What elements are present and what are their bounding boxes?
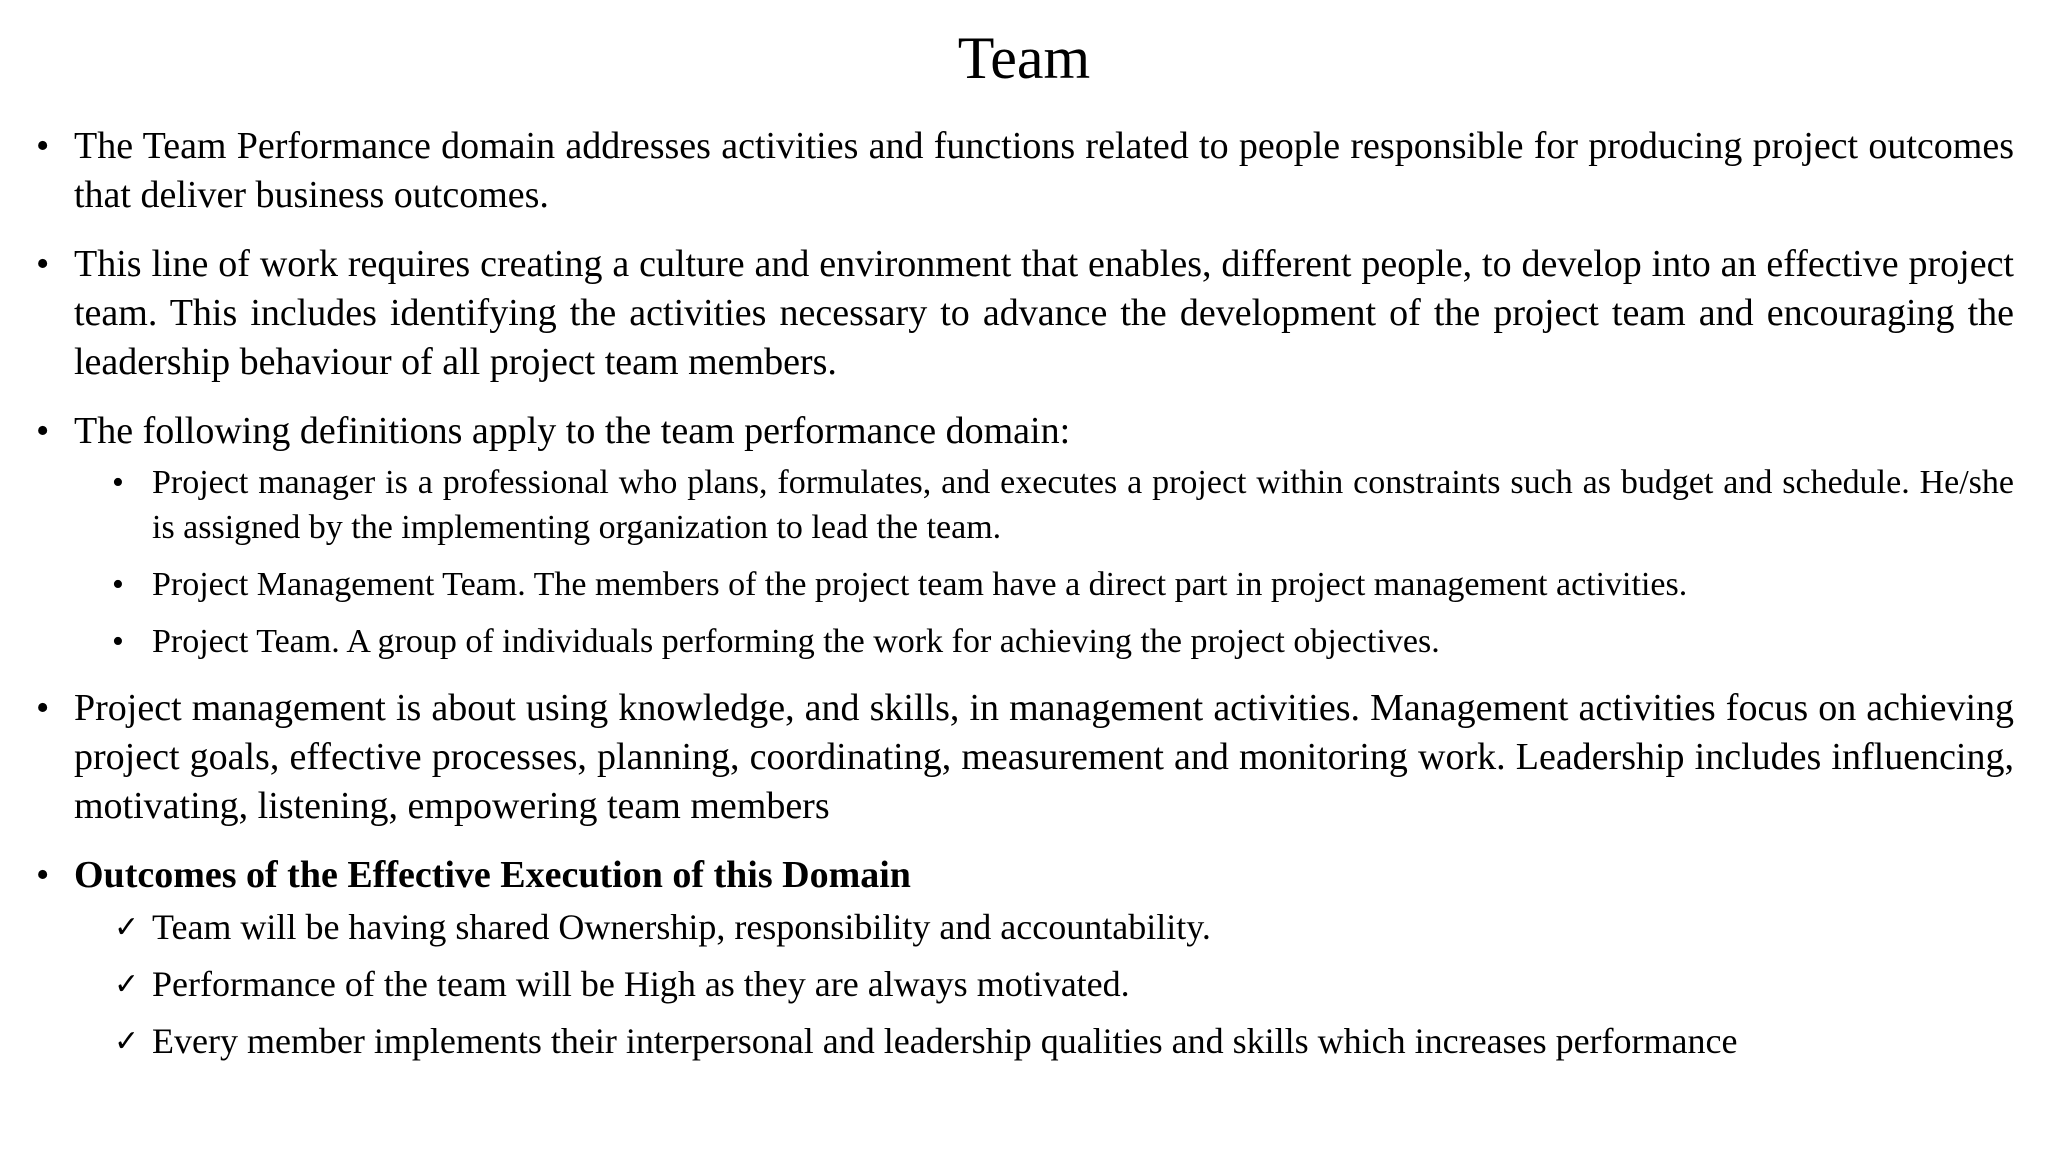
bullet-icon: • xyxy=(112,464,124,501)
sub-bullet-item xyxy=(36,460,2014,550)
bullet-text: This line of work requires creating a culture and environment that enables, different people, to develop into an effective project team. This includes identifying the activities necessary to advance the development of the project team and encouraging the leadership behaviour of all project team members. xyxy=(74,243,2014,383)
bullet-text: Project management is about using knowledge, and skills, in management activities. Management activities focus on achieving project goals, effective processes, planning, coordinating, measurement and monitoring work. Leadership includes influencing, motivating, listening, empowering team members xyxy=(74,687,2014,827)
slide-content xyxy=(36,122,2014,1085)
bullet-icon: • xyxy=(112,566,124,603)
checkmark-icon: ✓ xyxy=(114,910,140,945)
bullet-item xyxy=(36,240,2014,387)
slide-title: Team xyxy=(957,25,1091,91)
check-item xyxy=(36,904,2014,951)
bullet-item xyxy=(36,851,2014,1065)
check-item xyxy=(36,1018,2014,1065)
bullet-text: The Team Performance domain addresses activities and functions related to people responsible for producing project outcomes that deliver business outcomes. xyxy=(74,125,2014,216)
outcomes-list xyxy=(74,904,2014,1065)
check-item xyxy=(36,961,2014,1008)
outcomes-heading: Outcomes of the Effective Execution of this Domain xyxy=(74,854,911,896)
bullet-icon: • xyxy=(36,125,50,167)
sub-bullet-text: Project Management Team. The members of the project team have a direct part in project management activities. xyxy=(152,566,1688,603)
bullet-item xyxy=(36,684,2014,831)
checkmark-icon: ✓ xyxy=(114,1024,140,1059)
bullet-icon: • xyxy=(36,410,50,452)
sub-bullet-text: Project manager is a professional who plans, formulates, and executes a project within constraints such as budget and schedule. He/she is assigned by the implementing organization to lead the team. xyxy=(152,464,2014,546)
check-item-text: Every member implements their interpersonal and leadership qualities and skills which increases performance xyxy=(152,1021,1738,1061)
definitions-list xyxy=(74,460,2014,664)
bullet-text: The following definitions apply to the team performance domain: xyxy=(74,410,1071,452)
bullet-icon: • xyxy=(112,623,124,660)
check-item-text: Team will be having shared Ownership, responsibility and accountability. xyxy=(152,907,1211,947)
bullet-icon: • xyxy=(36,687,50,729)
bullet-icon: • xyxy=(36,854,50,896)
bullet-item xyxy=(36,407,2014,664)
bullet-icon: • xyxy=(36,243,50,285)
sub-bullet-item xyxy=(36,619,2014,664)
check-item-text: Performance of the team will be High as they are always motivated. xyxy=(152,964,1130,1004)
sub-bullet-item xyxy=(36,562,2014,607)
bullet-item xyxy=(36,122,2014,220)
checkmark-icon: ✓ xyxy=(114,967,140,1002)
sub-bullet-text: Project Team. A group of individuals performing the work for achieving the project objectives. xyxy=(152,623,1440,660)
